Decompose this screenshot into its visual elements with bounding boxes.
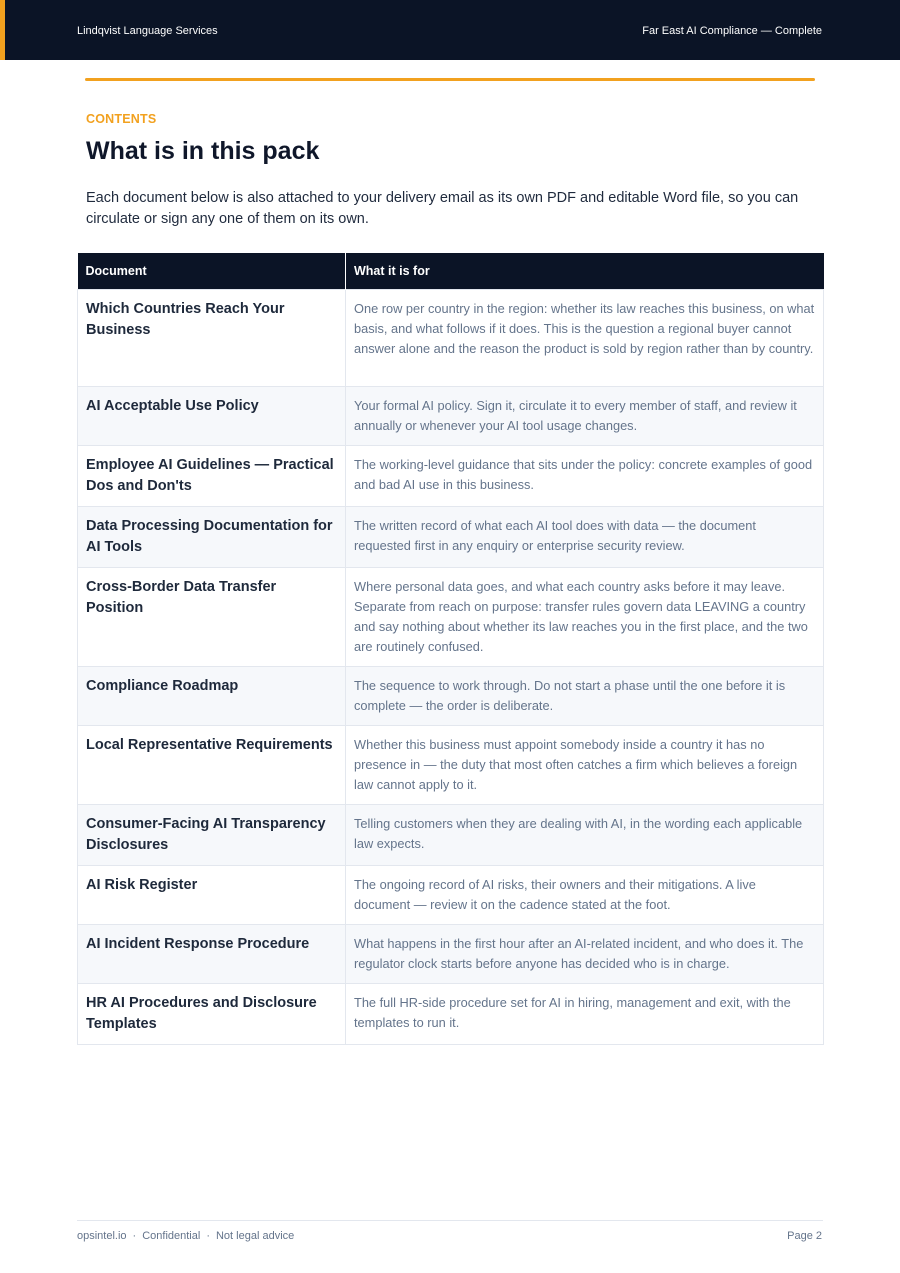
- column-header-purpose: What it is for: [346, 253, 824, 289]
- purpose-cell: [346, 924, 824, 983]
- purpose-cell: [346, 289, 824, 386]
- section-eyebrow: CONTENTS: [86, 112, 157, 126]
- column-header-document: Document: [78, 253, 346, 289]
- purpose-cell: [346, 386, 824, 445]
- document-purpose: The written record of what each AI tool does with data — the document requested first in any enquiry or enterprise security review.: [354, 517, 756, 553]
- table-row: [78, 725, 824, 804]
- document-cell: [78, 567, 346, 666]
- document-purpose: The working-level guidance that sits under the policy: concrete examples of good and bad AI use in this business.: [354, 456, 813, 492]
- table-row: [78, 924, 824, 983]
- document-name: AI Incident Response Procedure: [86, 935, 310, 952]
- document-cell: [78, 386, 346, 445]
- table-row: [78, 445, 824, 506]
- document-cell: [78, 865, 346, 924]
- document-name: Local Representative Requirements: [86, 736, 333, 753]
- document-purpose: One row per country in the region: whether its law reaches this business, on what basis, and what follows if it does. This is the question a regional buyer cannot answer alone and the reason the product is sold by region rather than by country.: [354, 300, 815, 356]
- table-row: [78, 804, 824, 865]
- footer-disclaimer: Not legal advice: [215, 1230, 295, 1242]
- page-number: Page 2: [787, 1230, 822, 1242]
- footer-separator: ·: [206, 1230, 210, 1242]
- document-title: Far East AI Compliance — Complete: [642, 25, 822, 37]
- document-cell: [78, 924, 346, 983]
- purpose-cell: [346, 506, 824, 567]
- document-cell: [78, 804, 346, 865]
- table-row: [78, 289, 824, 386]
- table-row: [78, 983, 824, 1044]
- document-purpose: Whether this business must appoint somebody inside a country it has no presence in — the duty that most often catches a firm which believes a foreign law cannot apply to it.: [354, 736, 798, 792]
- document-name: Data Processing Documentation for AI Tools: [86, 517, 333, 555]
- purpose-cell: [346, 804, 824, 865]
- document-name: Which Countries Reach Your Business: [86, 300, 285, 338]
- document-cell: [78, 506, 346, 567]
- document-cell: [78, 983, 346, 1044]
- document-purpose: Telling customers when they are dealing with AI, in the wording each applicable law expects.: [354, 815, 803, 851]
- contents-table: [77, 253, 824, 1045]
- accent-divider: [85, 78, 815, 81]
- table-row: [78, 386, 824, 445]
- purpose-cell: [346, 865, 824, 924]
- footer-separator: ·: [132, 1230, 137, 1242]
- document-cell: [78, 725, 346, 804]
- purpose-cell: [346, 983, 824, 1044]
- document-purpose: The ongoing record of AI risks, their owners and their mitigations. A live document — review it on the cadence stated at the foot.: [354, 876, 756, 912]
- table-row: [78, 567, 824, 666]
- document-purpose: What happens in the first hour after an AI-related incident, and who does it. The regulator clock starts before anyone has decided who is in charge.: [354, 935, 804, 971]
- document-purpose: Your formal AI policy. Sign it, circulate it to every member of staff, and review it annually or whenever your AI tool usage changes.: [354, 397, 797, 433]
- footer-divider: [77, 1220, 823, 1221]
- purpose-cell: [346, 445, 824, 506]
- document-purpose: Where personal data goes, and what each country asks before it may leave. Separate from reach on purpose: transfer rules govern data LEAVING a country and say nothing about whether its law reaches you in the first place, and the two are routinely confused.: [354, 578, 808, 654]
- purpose-cell: [346, 725, 824, 804]
- purpose-cell: [346, 666, 824, 725]
- footer-confidential: Confidential: [142, 1230, 201, 1242]
- document-cell: [78, 289, 346, 386]
- document-name: Compliance Roadmap: [86, 677, 239, 694]
- document-purpose: The sequence to work through. Do not start a phase until the one before it is complete — the order is deliberate.: [354, 677, 786, 713]
- document-cell: [78, 445, 346, 506]
- table-row: [78, 865, 824, 924]
- document-name: AI Acceptable Use Policy: [86, 397, 259, 414]
- document-name: HR AI Procedures and Disclosure Templates: [86, 994, 317, 1032]
- document-cell: [78, 666, 346, 725]
- page-title: What is in this pack: [86, 137, 320, 165]
- footer-meta: [77, 1229, 294, 1243]
- footer-site: opsintel.io: [77, 1230, 127, 1242]
- intro-paragraph: Each document below is also attached to your delivery email as its own PDF and editable Word file, so you can circulate or sign any one of them on its own.: [86, 190, 799, 227]
- brand-name: Lindqvist Language Services: [77, 25, 218, 37]
- table-row: [78, 666, 824, 725]
- document-name: Employee AI Guidelines — Practical Dos and Don'ts: [86, 456, 334, 494]
- purpose-cell: [346, 567, 824, 666]
- document-name: Consumer-Facing AI Transparency Disclosures: [86, 815, 326, 853]
- document-name: Cross-Border Data Transfer Position: [86, 578, 277, 616]
- table-row: [78, 506, 824, 567]
- document-name: AI Risk Register: [86, 876, 198, 893]
- header-accent-stripe: [0, 0, 5, 60]
- top-header-bar: [0, 0, 900, 60]
- document-purpose: The full HR-side procedure set for AI in hiring, management and exit, with the templates to run it.: [354, 994, 791, 1030]
- table-header-row: [78, 253, 824, 289]
